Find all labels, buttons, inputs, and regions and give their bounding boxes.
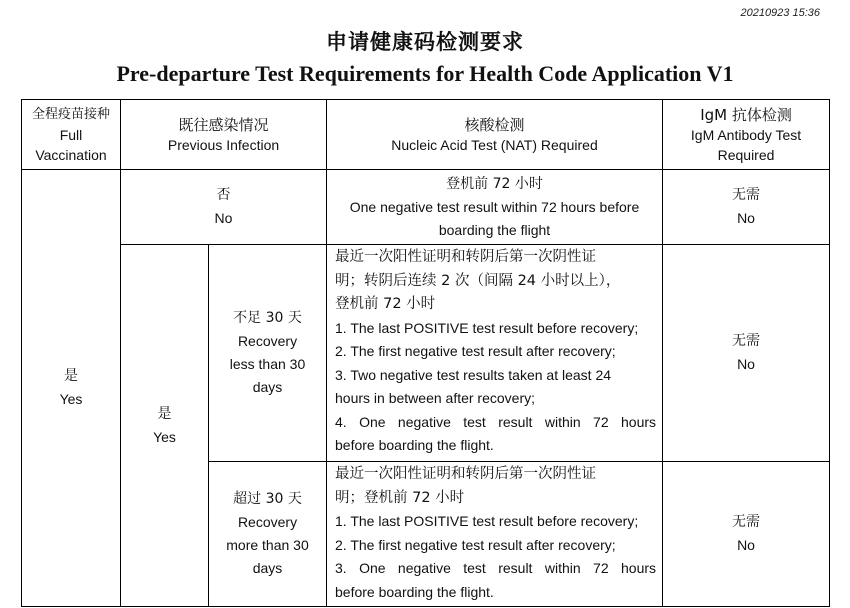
- cell-duration-less-30: 不足 30 天 Recovery less than 30 days: [209, 245, 327, 462]
- header-nat: 核酸检测 Nucleic Acid Test (NAT) Required: [327, 100, 663, 170]
- table-row-recovery-less-30: [22, 245, 830, 462]
- table-row-no-infection: [22, 170, 830, 245]
- list-item: 4. One negative test result within 72 hours: [335, 413, 657, 430]
- cell-duration-more-30: 超过 30 天 Recovery more than 30 days: [209, 462, 327, 607]
- list-item: 3. Two negative test results taken at least 24: [335, 366, 612, 383]
- header-previous-infection: 既往感染情况 Previous Infection: [121, 100, 327, 170]
- cell-nat-more-30: 最近一次阳性证明和转阴后第一次阴性证 明；登机前 72 小时 1. The last POSITIVE test result before recovery; 2. The first negative test result after recovery; 3. One negative test result within 72 hours before boarding the flight.: [327, 462, 663, 607]
- list-item: 1. The last POSITIVE test result before recovery;: [335, 319, 639, 336]
- cell-infection-no: 否 No: [121, 170, 327, 245]
- document-timestamp: 20210923 15:36: [740, 7, 820, 19]
- header-vaccination: 全程疫苗接种 Full Vaccination: [22, 100, 121, 170]
- title-chinese: 申请健康码检测要求: [326, 30, 524, 54]
- cell-igm-more-30: 无需 No: [663, 462, 830, 607]
- cell-igm-no-infection: 无需 No: [663, 170, 830, 245]
- cell-infection-yes: 是 Yes: [121, 245, 209, 607]
- list-item: 1. The last POSITIVE test result before recovery;: [335, 513, 639, 529]
- cell-vaccination-yes: 是 Yes: [22, 170, 121, 607]
- list-item: before boarding the flight.: [335, 583, 494, 600]
- list-item: 2. The first negative test result after recovery;: [335, 343, 616, 359]
- title-english: Pre-departure Test Requirements for Health Code Application V1: [116, 61, 734, 86]
- cell-nat-no-infection: 登机前 72 小时 One negative test result within 72 hours before boarding the flight: [327, 170, 663, 245]
- list-item: 2. The first negative test result after recovery;: [335, 536, 616, 553]
- requirements-table: [21, 99, 830, 607]
- list-item: 3. One negative test result within 72 hours: [335, 560, 657, 576]
- list-item: hours in between after recovery;: [335, 390, 536, 406]
- list-item: before boarding the flight.: [335, 437, 494, 453]
- cell-igm-less-30: 无需 No: [663, 245, 830, 462]
- table-header-row: [22, 100, 830, 170]
- header-igm: IgM 抗体检测 IgM Antibody Test Required: [663, 100, 830, 170]
- cell-nat-less-30: 最近一次阳性证明和转阴后第一次阴性证 明；转阴后连续 2 次（间隔 24 小时以上）， 登机前 72 小时 1. The last POSITIVE test result before recovery; 2. The first negative test result after recovery; 3. Two negative test results taken at least 24 hours in between after recovery; 4. One negative test result within 72 hours before boarding the flight.: [327, 245, 663, 462]
